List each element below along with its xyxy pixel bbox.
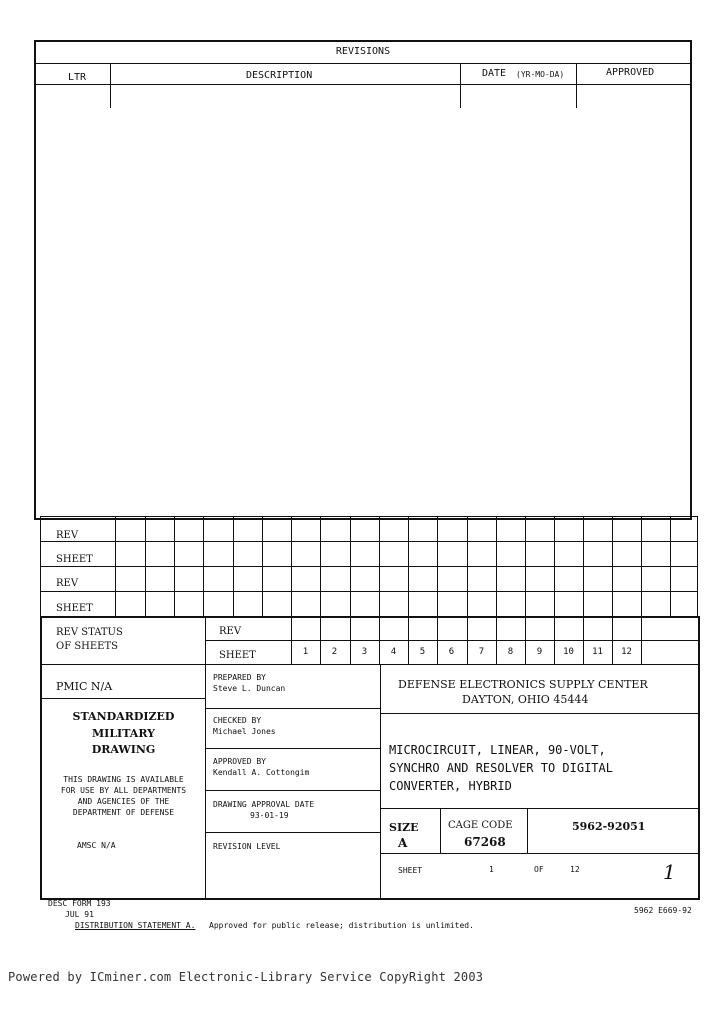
grid-row-rule: [40, 591, 698, 592]
approval-date-label: DRAWING APPROVAL DATE: [213, 800, 315, 809]
org-line-1: DEFENSE ELECTRONICS SUPPLY CENTER: [398, 678, 648, 691]
revisions-title: REVISIONS: [335, 46, 391, 57]
grid-col-line: [262, 516, 263, 618]
sheet-number-cell: 5: [419, 647, 426, 657]
mid-divider: [380, 664, 381, 900]
cage-divider: [527, 808, 528, 853]
row-label-sheet: SHEET: [56, 554, 93, 565]
drawing-title-line-1: MICROCIRCUIT, LINEAR, 90-VOLT,: [389, 743, 606, 757]
drawing-title-line-3: CONVERTER, HYBRID: [389, 779, 512, 793]
grid-col-line: [115, 516, 116, 618]
revisions-title-rule: [36, 63, 690, 64]
status-rule: [205, 640, 700, 641]
avail-line-1: THIS DRAWING IS AVAILABLE: [63, 775, 184, 784]
title-rule: [380, 808, 700, 809]
mid-rule: [205, 832, 380, 833]
grid-col-line: [670, 516, 671, 618]
revisions-col-divider: [110, 63, 111, 108]
grid-col-line: [203, 516, 204, 618]
size-divider: [440, 808, 441, 853]
org-line-2: DAYTON, OHIO 45444: [462, 693, 589, 706]
approved-name: Kendall A. Cottongim: [213, 768, 310, 777]
pmic-label: PMIC N/A: [56, 680, 113, 693]
cage-code-value: 67268: [464, 835, 506, 849]
form-number: DESC FORM 193: [48, 899, 111, 908]
size-rule: [380, 853, 700, 854]
grid-col-line: [467, 516, 468, 618]
sheet-number-cell: 9: [536, 647, 543, 657]
avail-line-4: DEPARTMENT OF DEFENSE: [72, 808, 175, 817]
drawing-title-line-2: SYNCHRO AND RESOLVER TO DIGITAL: [389, 761, 613, 775]
revision-level-label: REVISION LEVEL: [213, 842, 281, 851]
sheet-number-cell: 12: [621, 647, 632, 657]
title-block-frame: [40, 616, 700, 900]
grid-col-line: [496, 516, 497, 618]
prepared-name: Steve L. Duncan: [213, 684, 286, 693]
mid-rule: [205, 790, 380, 791]
grid-col-line: [525, 516, 526, 618]
status-divider: [205, 616, 206, 900]
checked-label: CHECKED BY: [213, 716, 262, 725]
status-sheet-label: SHEET: [219, 650, 256, 661]
of-value: 12: [570, 865, 580, 874]
sheet-number-cell: 1: [302, 647, 309, 657]
grid-col-line: [554, 516, 555, 618]
grid-col-line: [612, 516, 613, 618]
prepared-label: PREPARED BY: [213, 673, 266, 682]
grid-col-line: [437, 516, 438, 618]
of-sheets-label: OF SHEETS: [56, 641, 119, 652]
sheet-number-cell: 10: [563, 647, 574, 657]
approved-label: APPROVED BY: [213, 757, 266, 766]
rev-status-label: REV STATUS: [56, 627, 123, 638]
grid-col-line: [320, 516, 321, 618]
sheet-number-cell: 6: [448, 647, 455, 657]
sheet-number-cell: 3: [361, 647, 368, 657]
revisions-col-divider: [576, 63, 577, 108]
grid-col-line: [641, 516, 642, 618]
grid-row-rule: [40, 566, 698, 567]
grid-col-line: [174, 516, 175, 618]
row-label-sheet: SHEET: [56, 603, 93, 614]
col-date: DATE: [482, 68, 507, 79]
col-ltr: LTR: [68, 72, 87, 83]
checked-name: Michael Jones: [213, 727, 276, 736]
distribution-text: Approved for public release; distribution is unlimited.: [209, 921, 474, 930]
revisions-col-divider: [460, 63, 461, 108]
size-value: A: [398, 836, 408, 850]
std-line-3: DRAWING: [91, 743, 156, 756]
revisions-header-rule: [36, 84, 690, 85]
avail-line-2: FOR USE BY ALL DEPARTMENTS: [60, 786, 187, 795]
sheet-label: SHEET: [398, 866, 423, 875]
status-rule: [42, 664, 700, 665]
std-line-1: STANDARDIZED: [72, 710, 175, 723]
grid-col-line: [350, 516, 351, 618]
distribution-label: DISTRIBUTION STATEMENT A.: [75, 921, 196, 930]
org-rule: [380, 713, 700, 714]
grid-col-line: [379, 516, 380, 618]
col-approved: APPROVED: [606, 67, 655, 78]
grid-col-line: [145, 516, 146, 618]
rev-status-grid: [40, 516, 698, 618]
col-date-format: (YR-MO-DA): [516, 70, 565, 79]
handwritten-mark: 1: [663, 860, 676, 884]
reference-code: 5962 E669-92: [634, 906, 692, 915]
status-rev-label: REV: [219, 626, 242, 637]
pmic-rule: [42, 698, 205, 699]
grid-col-line: [408, 516, 409, 618]
col-description: DESCRIPTION: [246, 70, 313, 81]
of-label: OF: [534, 865, 544, 874]
size-label: SIZE: [389, 821, 419, 834]
form-date: JUL 91: [65, 910, 94, 919]
amsc-label: AMSC N/A: [77, 841, 116, 850]
avail-line-3: AND AGENCIES OF THE: [77, 797, 170, 806]
std-line-2: MILITARY: [92, 727, 155, 740]
cage-code-label: CAGE CODE: [448, 820, 513, 831]
sheet-number-cell: 4: [390, 647, 397, 657]
sheet-number-cell: 7: [478, 647, 485, 657]
row-label-rev: REV: [56, 530, 79, 541]
revisions-frame: [34, 40, 692, 520]
mid-rule: [205, 708, 380, 709]
grid-col-line: [583, 516, 584, 618]
sheet-number-cell: 8: [507, 647, 514, 657]
sheet-number-cell: 11: [592, 647, 603, 657]
drawing-number: 5962-92051: [572, 820, 646, 833]
approval-date-value: 93-01-19: [250, 811, 289, 820]
row-label-rev: REV: [56, 578, 79, 589]
sheet-value: 1: [489, 865, 494, 874]
status-col-line: [641, 616, 642, 664]
powered-by-footer: Powered by ICminer.com Electronic-Library Service CopyRight 2003: [8, 970, 484, 984]
mid-rule: [205, 748, 380, 749]
sheet-number-cell: 2: [331, 647, 338, 657]
grid-row-rule: [40, 541, 698, 542]
grid-col-line: [291, 516, 292, 618]
grid-col-line: [233, 516, 234, 618]
